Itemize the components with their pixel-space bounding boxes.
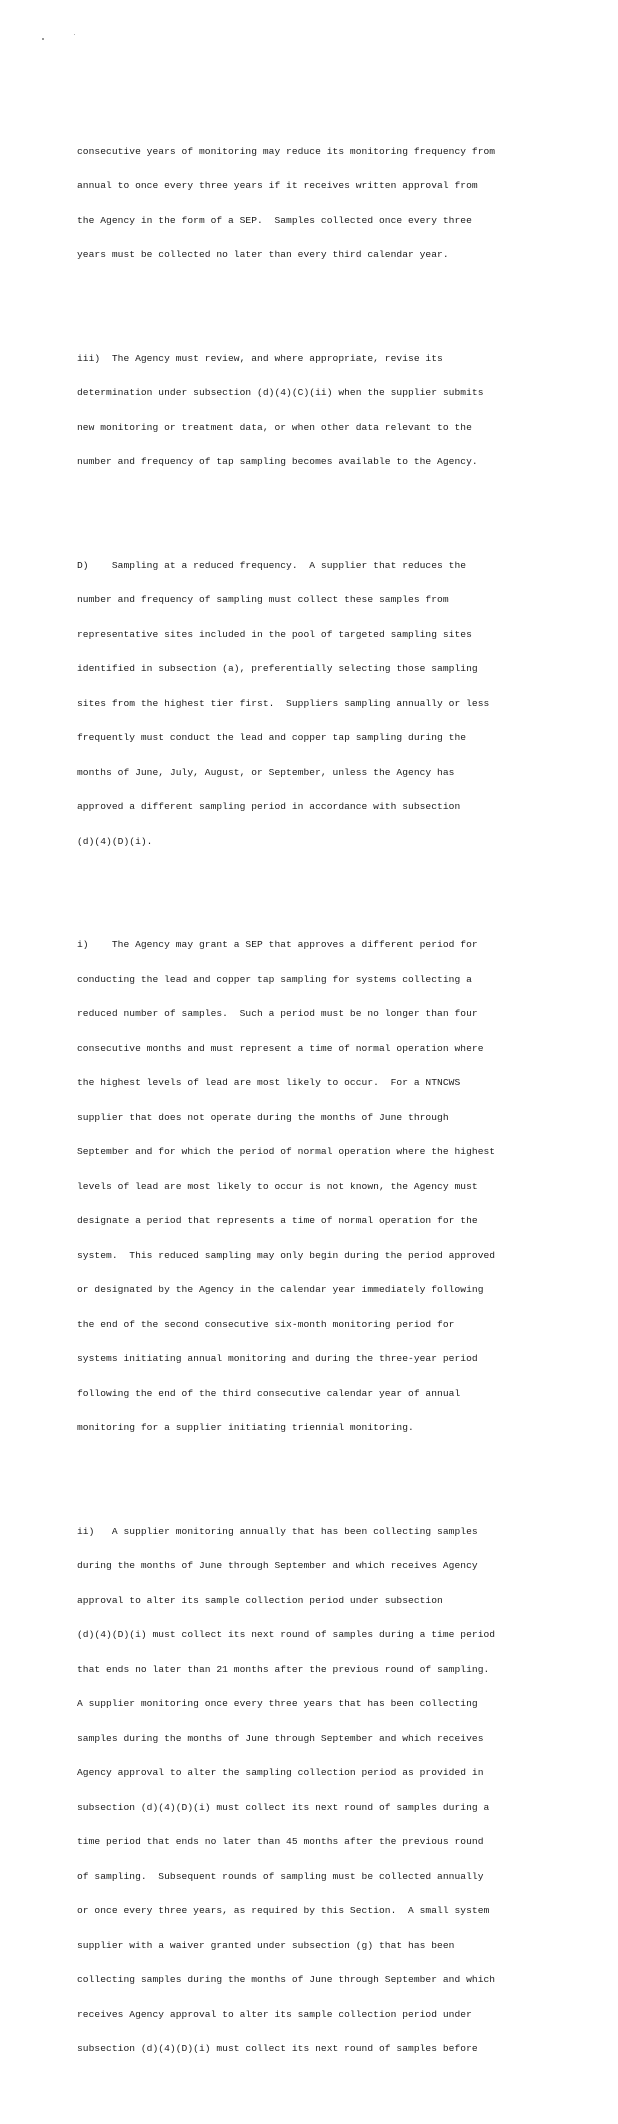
text-line: subsection (d)(4)(D)(i) must collect its next round of samples before [77, 2043, 478, 2054]
text-line: approval to alter its sample collection period under subsection [77, 1594, 443, 1606]
text-line: time period that ends no later than 45 months after the previous round [77, 1836, 484, 1847]
text-line: consecutive months and must represent a time of normal operation where [77, 1042, 484, 1054]
text-line: monitoring for a supplier initiating triennial monitoring. [77, 1422, 414, 1433]
text-line: D) Sampling at a reduced frequency. A supplier that reduces the [77, 559, 467, 571]
text-line: months of June, July, August, or September, unless the Agency has [77, 766, 455, 778]
text-line: supplier with a waiver granted under subsection (g) that has been [77, 1939, 455, 1951]
text-line: years must be collected no later than every third calendar year. [77, 249, 449, 260]
text-line: reduced number of samples. Such a period must be no longer than four [77, 1008, 478, 1019]
paragraph-reduced-frequency [77, 537, 547, 871]
text-line: (d)(4)(D)(i). [77, 835, 153, 847]
text-line: annual to once every three years if it receives written approval from [77, 180, 478, 191]
text-line: of sampling. Subsequent rounds of sampling must be collected annually [77, 1870, 484, 1882]
text-line: subsection (d)(4)(D)(i) must collect its next round of samples during a [77, 1801, 490, 1813]
text-line: or once every three years, as required by this Section. A small system [77, 1905, 490, 1916]
text-line: the end of the second consecutive six-month monitoring period for [77, 1318, 455, 1330]
text-line: that ends no later than 21 months after the previous round of sampling. [77, 1663, 490, 1675]
text-line: sites from the highest tier first. Suppliers sampling annually or less [77, 697, 490, 709]
text-line: samples during the months of June through September and which receives [77, 1732, 484, 1744]
text-line: collecting samples during the months of June through September and which [77, 1974, 496, 1985]
text-line: systems initiating annual monitoring and during the three-year period [77, 1353, 478, 1364]
scan-speck [74, 34, 75, 35]
text-line: A supplier monitoring once every three years that has been collecting [77, 1698, 478, 1709]
text-line: conducting the lead and copper tap sampling for systems collecting a [77, 973, 472, 985]
paragraph-annual-monitoring [77, 1503, 547, 2078]
text-line: receives Agency approval to alter its sample collection period under [77, 2008, 472, 2020]
document-body [77, 88, 547, 2124]
text-line: determination under subsection (d)(4)(C)(ii) when the supplier submits [77, 387, 484, 398]
text-line: new monitoring or treatment data, or when other data relevant to the [77, 421, 472, 433]
text-line: number and frequency of sampling must collect these samples from [77, 594, 449, 605]
paragraph-continued [77, 123, 547, 284]
text-line: approved a different sampling period in accordance with subsection [77, 801, 461, 812]
text-line: during the months of June through September and which receives Agency [77, 1560, 478, 1571]
text-line: or designated by the Agency in the calendar year immediately following [77, 1284, 484, 1295]
text-line: the highest levels of lead are most likely to occur. For a NTNCWS [77, 1077, 461, 1088]
text-line: levels of lead are most likely to occur is not known, the Agency must [77, 1180, 478, 1192]
text-line: system. This reduced sampling may only begin during the period approved [77, 1249, 496, 1261]
scan-speck [42, 38, 44, 40]
text-line: number and frequency of tap sampling becomes available to the Agency. [77, 456, 478, 467]
text-line: consecutive years of monitoring may reduce its monitoring frequency from [77, 145, 496, 157]
text-line: designate a period that represents a time of normal operation for the [77, 1215, 478, 1226]
text-line: following the end of the third consecutive calendar year of annual [77, 1387, 461, 1399]
paragraph-sep-period [77, 916, 547, 1457]
text-line: frequently must conduct the lead and copper tap sampling during the [77, 732, 467, 743]
text-line: i) The Agency may grant a SEP that approves a different period for [77, 939, 478, 950]
text-line: the Agency in the form of a SEP. Samples collected once every three [77, 214, 472, 226]
text-line: representative sites included in the pool of targeted sampling sites [77, 628, 472, 640]
text-line: September and for which the period of normal operation where the highest [77, 1146, 496, 1157]
text-line: identified in subsection (a), preferentially selecting those sampling [77, 663, 478, 674]
text-line: Agency approval to alter the sampling collection period as provided in [77, 1767, 484, 1778]
text-line: ii) A supplier monitoring annually that has been collecting samples [77, 1525, 478, 1537]
text-line: iii) The Agency must review, and where appropriate, revise its [77, 352, 443, 364]
paragraph-agency-review [77, 330, 547, 491]
text-line: supplier that does not operate during the months of June through [77, 1111, 449, 1123]
text-line: (d)(4)(D)(i) must collect its next round of samples during a time period [77, 1629, 496, 1640]
